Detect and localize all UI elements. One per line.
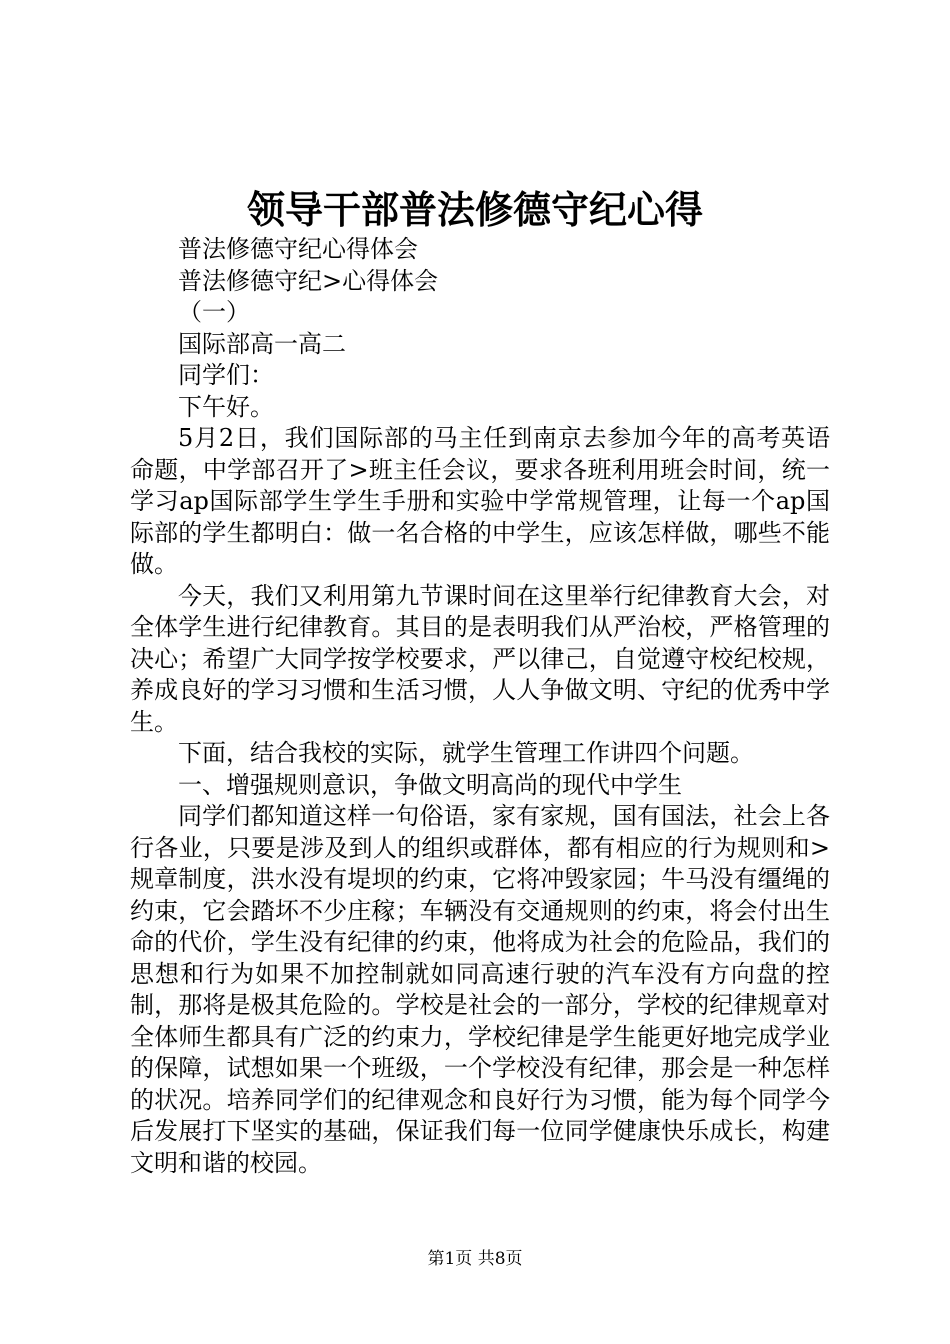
paragraph: 普法修德守纪>心得体会 — [178, 266, 439, 295]
paragraph: 下午好。 — [178, 392, 274, 421]
paragraph: 下面，结合我校的实际，就学生管理工作讲四个问题。 — [178, 739, 754, 767]
paragraph: 国际部高一高二 — [178, 329, 346, 358]
paragraph: （一） — [178, 298, 250, 326]
paragraph: 5月2日，我们国际部的马主任到南京去参加今年的高考英语命题，中学部召开了>班主任会议，要求各班利用班会时间，统一学习ap国际部学生学生手册和实验中学常规管理，让每一个ap国际部的学生都明白：做一名合格的中学生，应该怎样做，哪些不能做。 — [130, 424, 830, 578]
paragraph: 今天，我们又利用第九节课时间在这里举行纪律教育大会，对全体学生进行纪律教育。其目的是表明我们从严治校，严格管理的决心；希望广大同学按学校要求，严以律己，自觉遵守校纪校规，养成良好的学习习惯和生活习惯，人人争做文明、守纪的优秀中学生。 — [130, 581, 830, 736]
document-body — [130, 234, 830, 1179]
paragraph: 同学们都知道这样一句俗语，家有家规，国有国法，社会上各行各业，只要是涉及到人的组织或群体，都有相应的行为规则和>规章制度，洪水没有堤坝的约束，它将冲毁家园；牛马没有缰绳的约束，它会踏坏不少庄稼；车辆没有交通规则的约束，将会付出生命的代价，学生没有纪律的约束，他将成为社会的危险品，我们的思想和行为如果不加控制就如同高速行驶的汽车没有方向盘的控制，那将是极其危险的。学校是社会的一部分，学校的纪律规章对全体师生都具有广泛的约束力，学校纪律是学生能更好地完成学业的保障，试想如果一个班级，一个学校没有纪律，那会是一种怎样的状况。培养同学们的纪律观念和良好行为习惯，能为每个同学今后发展打下坚实的基础，保证我们每一位同学健康快乐成长，构建文明和谐的校园。 — [130, 802, 830, 1177]
paragraph: 同学们： — [178, 361, 274, 389]
page-footer: 第1页 共8页 — [427, 1249, 523, 1269]
document-title: 领导干部普法修德守纪心得 — [246, 187, 703, 232]
section-heading: 一、增强规则意识，争做文明高尚的现代中学生 — [178, 770, 682, 799]
paragraph: 普法修德守纪心得体会 — [178, 235, 418, 263]
